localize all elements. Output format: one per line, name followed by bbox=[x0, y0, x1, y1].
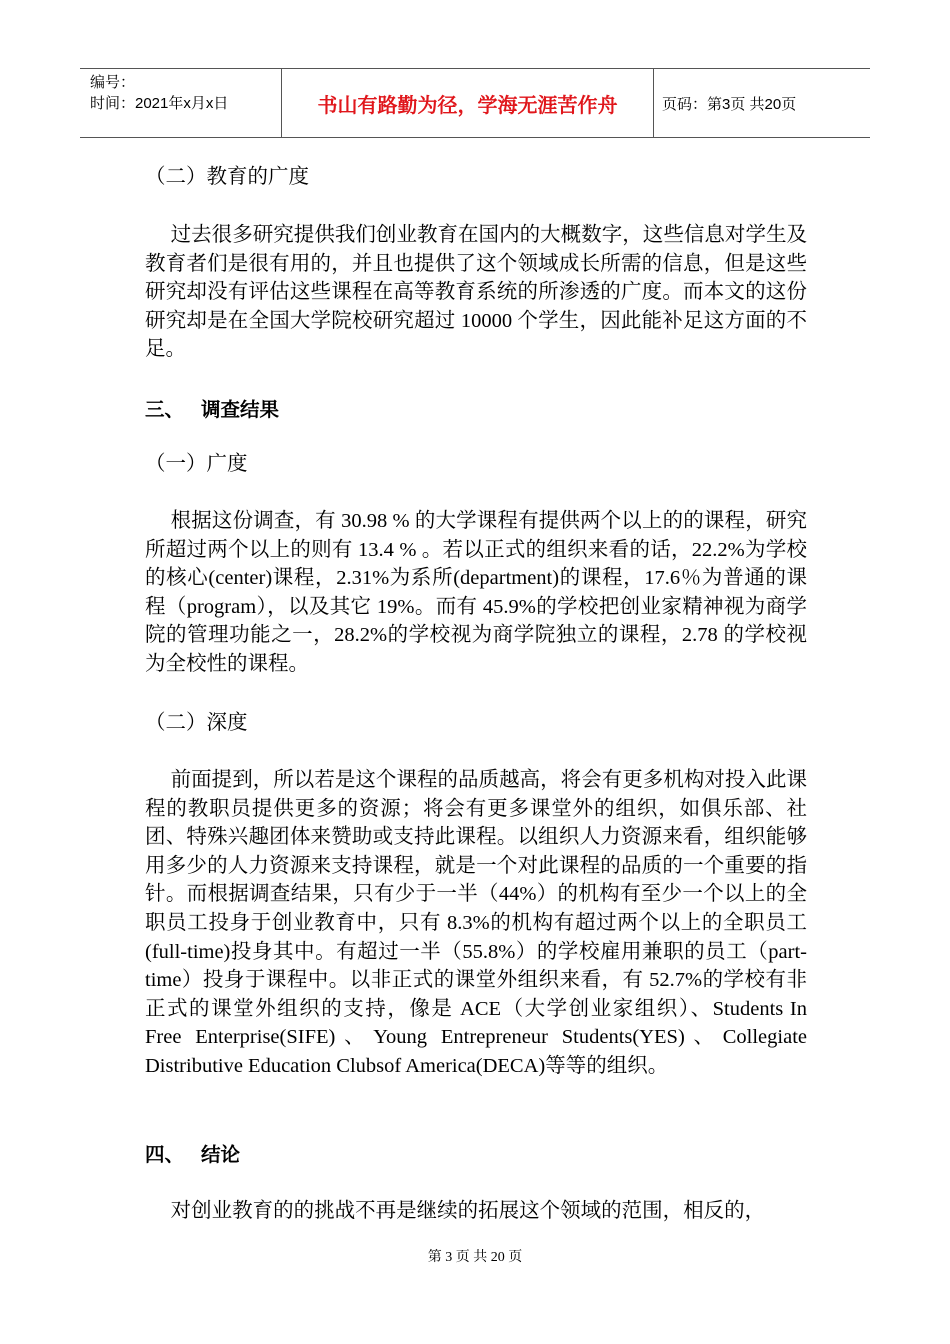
header-motto: 书山有路勤为径，学海无涯苦作舟 bbox=[282, 69, 654, 137]
page-footer: 第 3 页 共 20 页 bbox=[427, 1250, 523, 1265]
section-title: 调查结果 bbox=[201, 398, 280, 421]
section-number: 四、 bbox=[145, 1143, 185, 1166]
subsection-title-breadth-results: （一）广度 bbox=[145, 453, 248, 475]
header-page-info: 页码：第3页 共20页 bbox=[662, 95, 797, 113]
paragraph-depth: 前面提到，所以若是这个课程的品质越高，将会有更多机构对投入此课程的教职员提供更多的资源；将会有更多课堂外的组织，如俱乐部、社团、特殊兴趣团体来赞助或支持此课程。以组织人力资源来看，组织能够用多少的人力资源来支持课程，就是一个对此课程的品质的一个重要的指针。而根据调查结果，只有少于一半（44%）的机构有至少一个以上的全职员工投身于创业教育中，只有 8.3%的机构有超过两个以上的全职员工(full-time)投身其中。有超过一半（55.8%）的学校雇用兼职的员工（part-time）投身于课程中。以非正式的课堂外组织来看，有 52.7%的学校有非正式的课堂外组织的支持，像是 ACE（大学创业家组织）、Students In Free Enterprise(SIFE)、Young Entrepreneur Students(YES)、Collegiate Distributive Education Clubsof America(DECA)等等的组织。 bbox=[145, 769, 807, 1077]
paragraph-breadth: 过去很多研究提供我们创业教育在国内的大概数字，这些信息对学生及教育者们是很有用的，并且也提供了这个领域成长所需的信息，但是这些研究却没有评估这些课程在高等教育系统的所渗透的广度。而本文的这份研究却是在全国大学院校研究超过 10000 个学生，因此能补足这方面的不足。 bbox=[145, 224, 807, 361]
page-header bbox=[80, 68, 870, 138]
subsection-title-depth: （二）深度 bbox=[145, 712, 248, 734]
section-heading-results bbox=[145, 396, 807, 425]
paragraph-breadth-results: 根据这份调查，有 30.98 % 的大学课程有提供两个以上的的课程，研究所超过两个以上的则有 13.4 % 。若以正式的组织来看的话，22.2%为学校的核心(center)课程，2.31%为系所(department)的课程，17.6％为普通的课程（program），以及其它 19%。而有 45.9%的学校把创业家精神视为商学院的管理功能之一，28.2%的学校视为商学院独立的课程，2.78 的学校视为全校性的课程。 bbox=[145, 510, 807, 675]
header-meta-cell bbox=[80, 69, 282, 137]
paragraph-conclusion: 对创业教育的的挑战不再是继续的拓展这个领域的范围，相反的， bbox=[170, 1200, 766, 1222]
section-number: 三、 bbox=[145, 398, 185, 421]
date-line: 时间：2021年x月x日 bbox=[90, 95, 229, 112]
serial-number-label: 编号： bbox=[90, 74, 136, 91]
section-title: 结论 bbox=[201, 1143, 241, 1166]
section-heading-conclusion bbox=[145, 1141, 807, 1170]
subsection-title-breadth: （二）教育的广度 bbox=[145, 166, 309, 188]
